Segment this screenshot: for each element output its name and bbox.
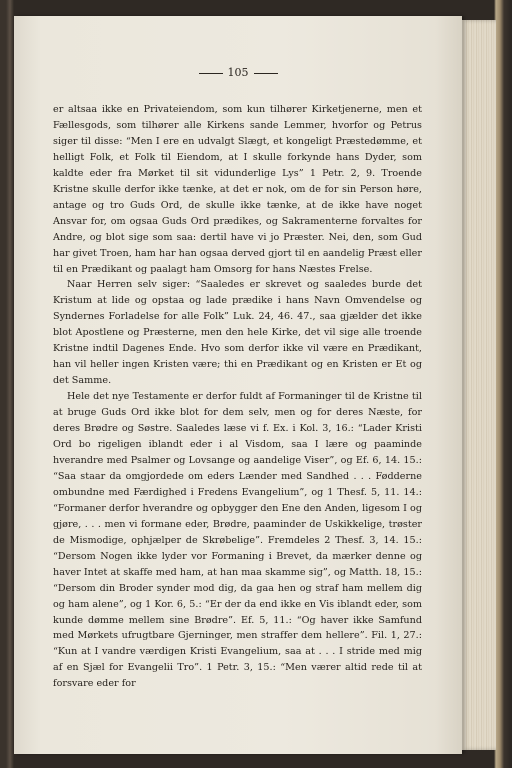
left-dash — [199, 73, 223, 74]
paragraph-3: Hele det nye Testamente er derfor fuldt af Formaninger til de Kristne til at bruge Guds Ord ikke blot for dem selv, men og for deres Næste, for deres Brødre og Søstre. Saaledes læse vi f. Ex. i Kol. 3, 16.: “Lader Kristi Ord bo rigeligen iblandt eder i al Visdom, saa I lære og paaminde hverandre med Psalmer og Lovsange og aandelige Viser”, og Ef. 6, 14. 15.: “Saa staar da omgjordede om eders Lænder med Sandhed . . . Fødderne ombundne med Færdighed i Fredens Evangelium”, og 1 Thesf. 5, 11. 14.: “Formaner derfor hverandre og opbygger den Ene den Anden, ligesom I og gjøre, . . . men vi formane eder, Brødre, paaminder de Uskikkelige, trøster de Mismodige, ophjælper de Skrøbelige”. Fremdeles 2 Thesf. 3, 14. 15.: “Dersom Nogen ikke lyder vor Formaning i Brevet, da mærker denne og haver Intet at skaffe med ham, at han maa skamme sig”, og Matth. 18, 15.: “Dersom din Broder synder mod dig, da gaa hen og straf ham mellem dig og ham alene”, og 1 Kor. 6, 5.: “Er der da end ikke en Vis iblandt eder, som kunde dømme mellem sine Brødre”. Ef. 5, 11.: “Og haver ikke Samfund med Mørkets ufrugtbare Gjerninger, men straffer dem hellere”. Fil. 1, 27.: “Kun at I vandre værdigen Kristi Evangelium, saa at . . . I stride med mig af en Sjæl for Evangelii Tro”. 1 Petr. 3, 15.: “Men værer altid rede til at forsvare eder for — [53, 391, 422, 690]
page-number-label: 105 — [227, 66, 249, 79]
paragraph-1: er altsaa ikke en Privateiendom, som kun tilhører Kirketjenerne, men et Fællesgods, som tilhører alle Kirkens sande Lemmer, hvorfor og Petrus siger til disse: “Men I ere en udvalgt Slægt, et kongeligt Præstedømme, et helligt Folk, et Folk til Eiendom, at I skulle forkynde hans Dyder, som kaldte eder fra Mørket til sit vidunderlige Lys” 1 Petr. 2, 9. Troende Kristne skulle derfor ikke tænke, at det er nok, om de for sin Person høre, antage og tro Guds Ord, de skulle ikke tænke, at de ikke have noget Ansvar for, om ogsaa Guds Ord prædikes, og Sakramenterne forvaltes for Andre, og blot sige som saa: dertil have vi jo Præster. Nei, den, som Gud har givet Troen, ham har han ogsaa derved gjort til en aandelig Præst eller til en Prædikant og paalagt ham Omsorg for hans Næstes Frelse. — [53, 104, 422, 275]
right-dash — [254, 73, 278, 74]
page-edges — [462, 20, 496, 750]
book-page — [14, 16, 462, 754]
page-number — [14, 66, 462, 79]
paragraph-2: Naar Herren selv siger: “Saaledes er skrevet og saaledes burde det Kristum at lide og opstaa og lade prædike i hans Navn Omvendelse og Syndernes Forladelse for alle Folk” Luk. 24, 46. 47., saa gjælder det ikke blot Apostlene og Præsterne, men den hele Kirke, det vil sige alle troende Kristne indtil Dagenes Ende. Hvo som derfor ikke vil være en Prædikant, han vil heller ingen Kristen være; thi en Prædikant og en Kristen er Et og det Samme. — [53, 279, 422, 387]
body-text — [53, 102, 422, 692]
